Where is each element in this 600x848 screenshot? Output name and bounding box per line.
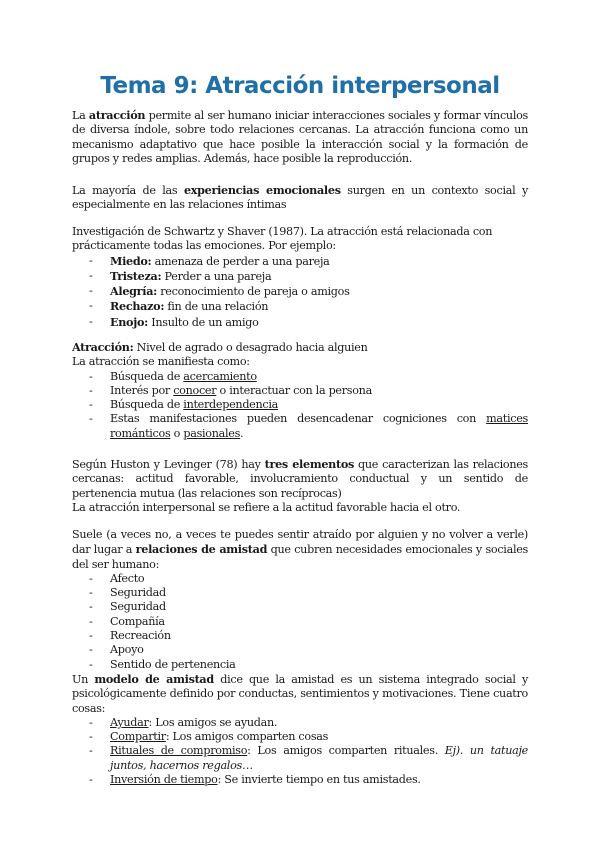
- list-item: - Apoyo: [72, 643, 528, 657]
- friendship-model-list: [72, 716, 528, 787]
- list-item: - Enojo: Insulto de un amigo: [72, 315, 528, 330]
- page-title: Tema 9: Atracción interpersonal: [100, 73, 500, 99]
- attraction-definition: Atracción: Nivel de agrado o desagrado hacia alguien: [72, 340, 368, 354]
- list-item: - Búsqueda de interdependencia: [72, 398, 528, 412]
- manifestation-intro: La atracción se manifiesta como:: [72, 355, 250, 369]
- list-item: - Búsqueda de acercamiento: [72, 370, 528, 384]
- research-intro: Investigación de Schwartz y Shaver (1987). La atracción está relacionada con prácticamente todas las emociones. Por ejemplo:: [72, 225, 493, 253]
- list-item: - Tristeza: Perder a una pareja: [72, 269, 528, 284]
- list-item: - Seguridad: [72, 586, 528, 600]
- list-item: - Sentido de pertenencia: [72, 658, 528, 672]
- friendship-intro: Suele (a veces no, a veces te puedes sentir atraído por alguien y no volver a verle) dar lugar a relaciones de amistad que cubren necesidades emocionales y sociales del ser humano:: [72, 528, 528, 571]
- list-item: - Afecto: [72, 572, 528, 586]
- favorable-attitude-note: La atracción interpersonal se refiere a la actitud favorable hacia el otro.: [72, 500, 461, 514]
- list-item: - Estas manifestaciones pueden desencadenar cogniciones con matices románticos o pasionales.: [72, 412, 528, 441]
- list-item: - Seguridad: [72, 600, 528, 614]
- list-item: - Interés por conocer o interactuar con la persona: [72, 384, 528, 398]
- attraction-definition-section: [72, 340, 528, 441]
- list-item: - Compartir: Los amigos comparten cosas: [72, 730, 528, 744]
- list-item: - Miedo: amenaza de perder a una pareja: [72, 254, 528, 269]
- emotion-list: [72, 254, 528, 330]
- list-item: - Inversión de tiempo: Se invierte tiempo en tus amistades.: [72, 773, 528, 787]
- list-item: - Compañía: [72, 615, 528, 629]
- friendship-model-intro: Un modelo de amistad dice que la amistad es un sistema integrado social y psicológicamente definido por conductas, sentimientos y motivaciones. Tiene cuatro cosas:: [72, 672, 528, 715]
- intro-paragraph: La atracción permite al ser humano iniciar interacciones sociales y formar vínculos de diversa índole, sobre todo relaciones cercanas. La atracción funciona como un mecanismo adaptativo que hace posible la interacción social y la formación de grupos y redes amplias. Además, hace posible la reproducción.: [72, 108, 528, 165]
- three-elements-paragraph: Según Huston y Levinger (78) hay tres elementos que caracterizan las relaciones cercanas: actitud favorable, involucramiento conductual y un sentido de pertenencia mutua (las relaciones son recíprocas) La atracción interpersonal se refiere a la actitud favorable hacia el otro.: [72, 457, 528, 514]
- needs-list: [72, 572, 528, 672]
- list-item: - Alegría: reconocimiento de pareja o amigos: [72, 284, 528, 299]
- list-item: - Recreación: [72, 629, 528, 643]
- list-item: - Rituales de compromiso: Los amigos comparten rituales. Ej). un tatuaje juntos, hacernos regalos…: [72, 744, 528, 773]
- list-item: - Rechazo: fin de una relación: [72, 299, 528, 314]
- research-section: [72, 225, 528, 330]
- friendship-model-section: [72, 672, 528, 787]
- manifestation-list: [72, 370, 528, 441]
- emotions-paragraph: La mayoría de las experiencias emocionales surgen en un contexto social y especialmente en las relaciones íntimas: [72, 183, 528, 212]
- friendship-section: [72, 528, 528, 672]
- list-item: - Ayudar: Los amigos se ayudan.: [72, 716, 528, 730]
